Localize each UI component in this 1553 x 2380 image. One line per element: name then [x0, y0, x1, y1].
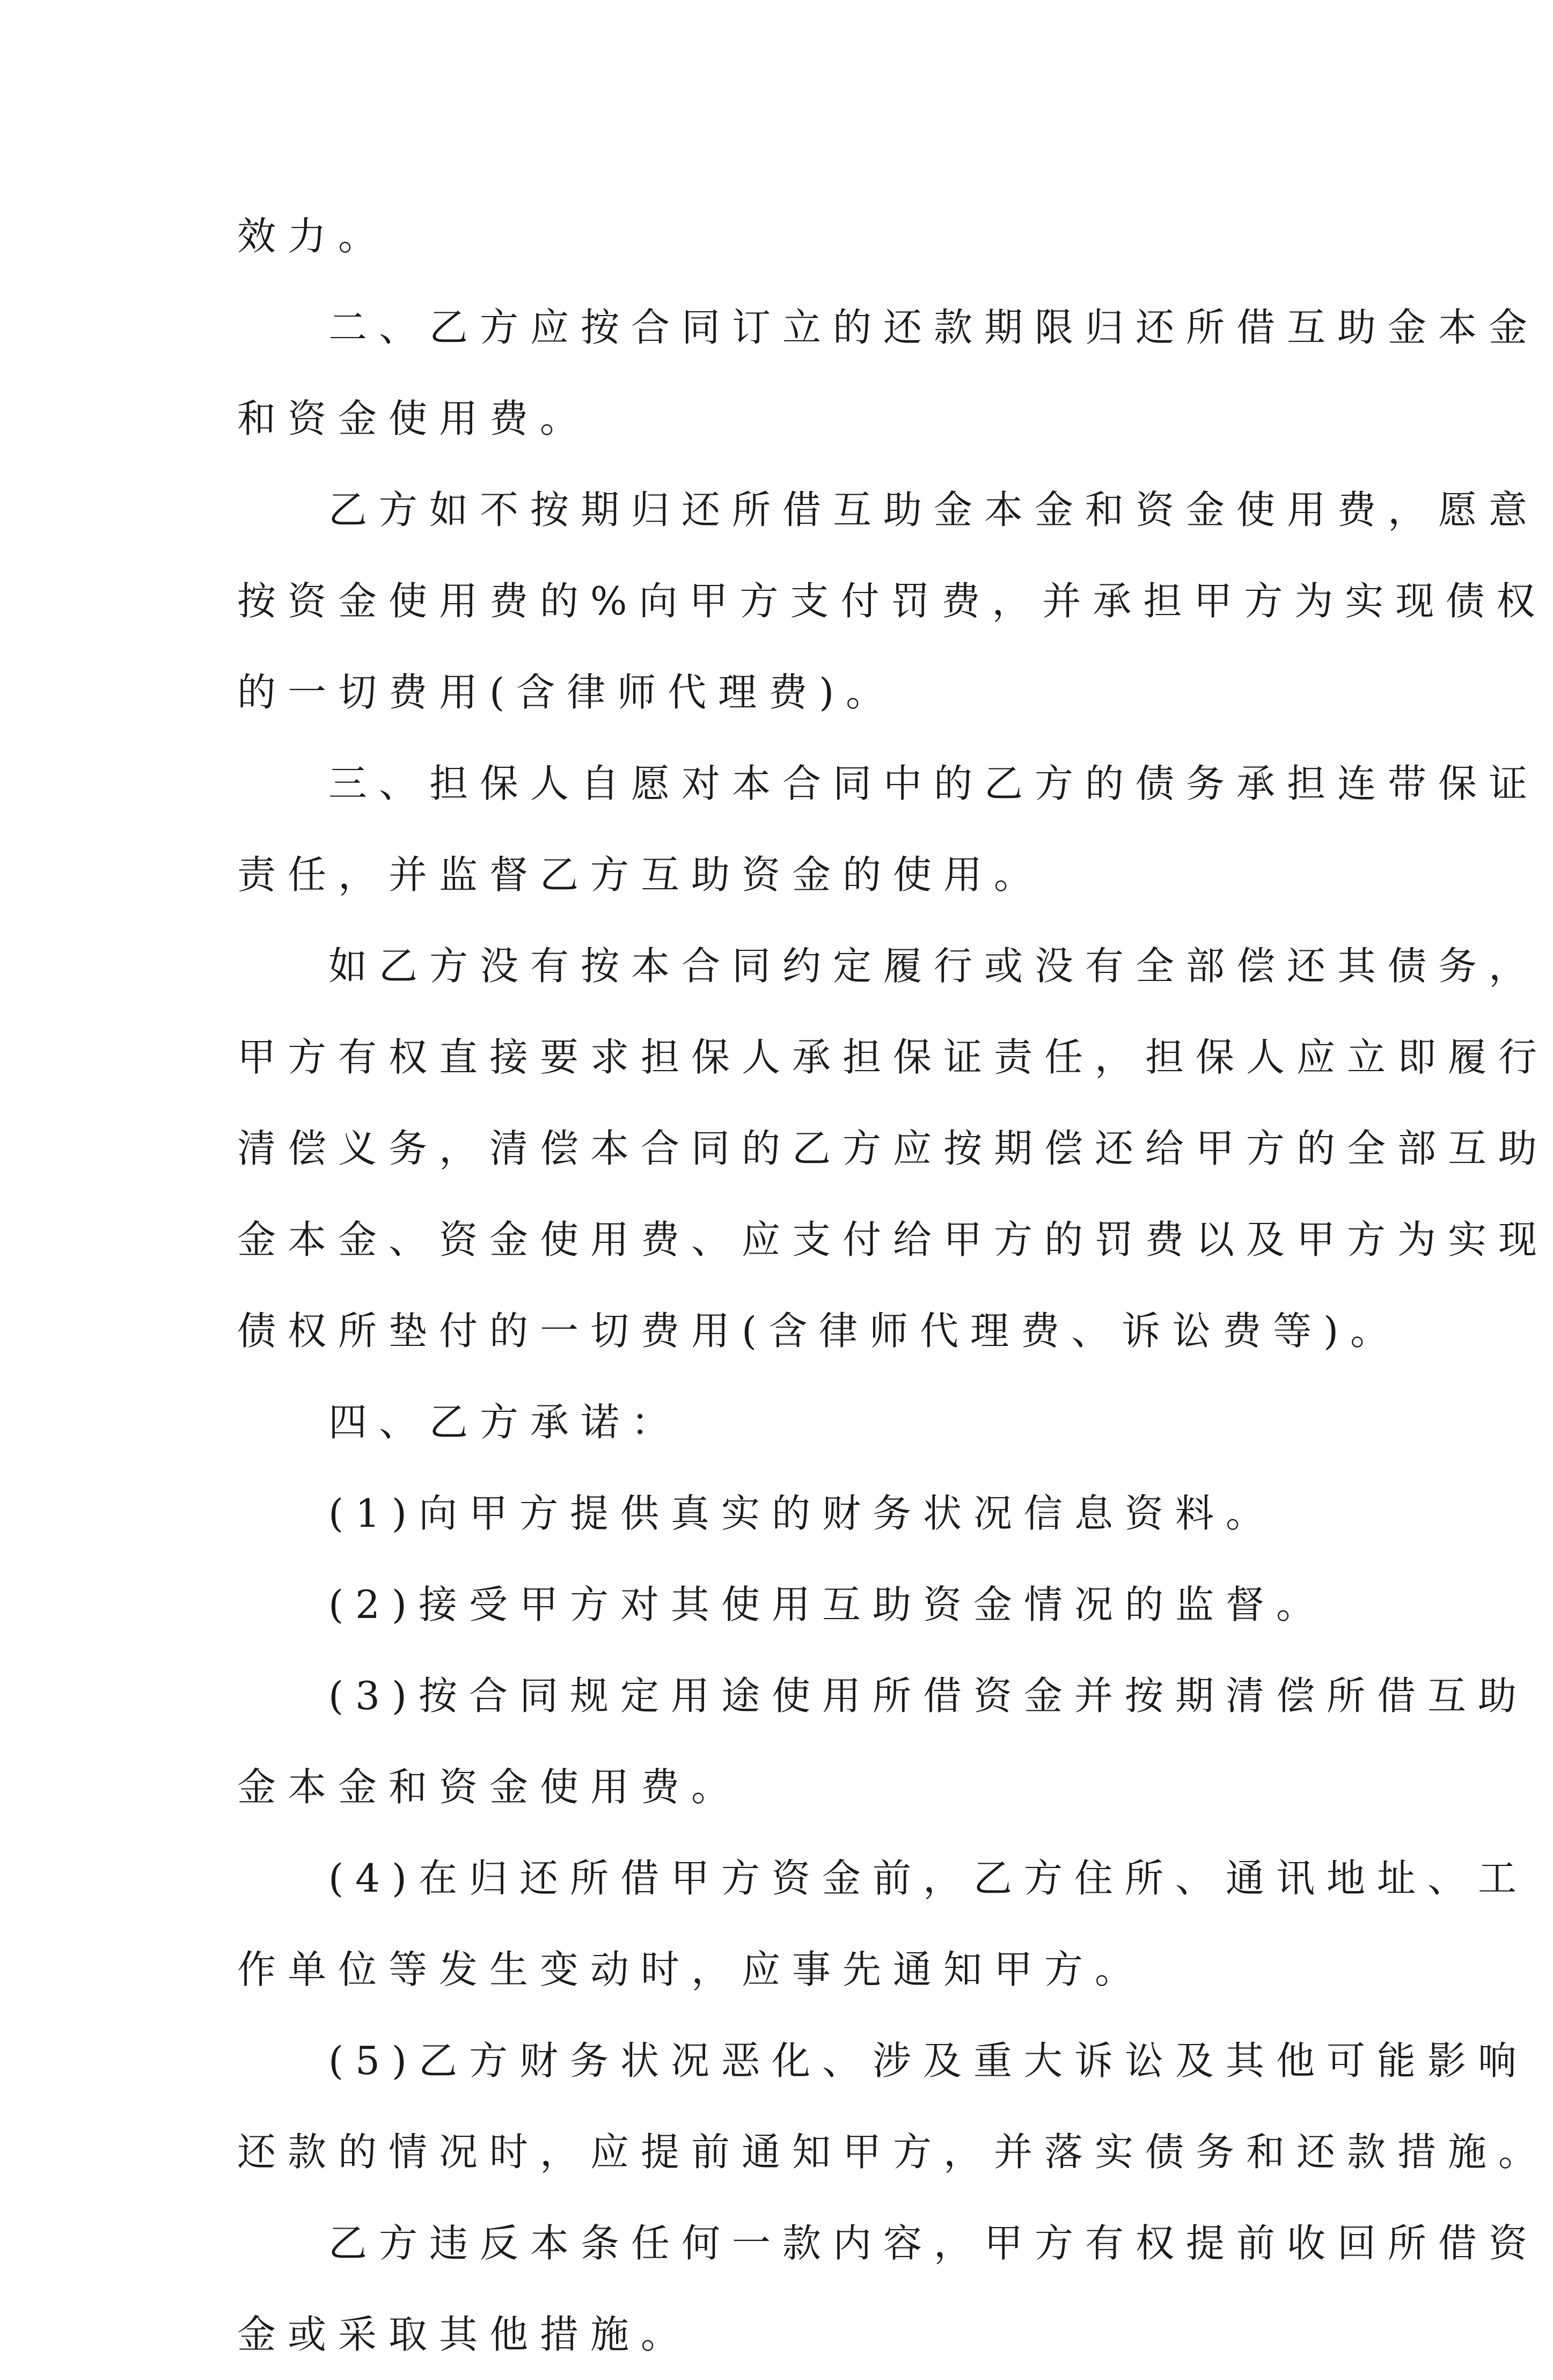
contract-body-text: [237, 191, 1549, 2380]
text-line: 金本金和资金使用费。: [237, 1764, 742, 1810]
text-line: 四、乙方承诺：: [328, 1400, 682, 1445]
text-line: 甲方有权直接要求担保人承担保证责任，担保人应立即履行: [237, 1035, 1549, 1080]
text-line: 效力。: [237, 214, 389, 259]
text-line: 乙方如不按期归还所借互助金本金和资金使用费，愿意: [328, 487, 1540, 532]
text-line: (1)向甲方提供真实的财务状况信息资料。: [328, 1491, 1276, 1536]
text-line: 和资金使用费。: [237, 396, 591, 441]
text-line: (4)在归还所借甲方资金前，乙方住所、通讯地址、工: [328, 1856, 1528, 1901]
text-line: 按资金使用费的%向甲方支付罚费，并承担甲方为实现债权: [237, 578, 1547, 624]
text-line: 责任，并监督乙方互助资金的使用。: [237, 852, 1045, 897]
text-line: 三、担保人自愿对本合同中的乙方的债务承担连带保证: [328, 761, 1540, 806]
text-line: 的一切费用(含律师代理费)。: [237, 670, 897, 715]
text-line: 金本金、资金使用费、应支付给甲方的罚费以及甲方为实现: [237, 1217, 1549, 1262]
text-line: 还款的情况时，应提前通知甲方，并落实债务和还款措施。: [237, 2129, 1549, 2174]
text-line: 二、乙方应按合同订立的还款期限归还所借互助金本金: [328, 305, 1540, 350]
text-line: 乙方违反本条任何一款内容，甲方有权提前收回所借资: [328, 2221, 1540, 2266]
text-line: (5)乙方财务状况恶化、涉及重大诉讼及其他可能影响: [328, 2038, 1528, 2083]
text-line: (2)接受甲方对其使用互助资金情况的监督。: [328, 1582, 1327, 1627]
text-line: 清偿义务，清偿本合同的乙方应按期偿还给甲方的全部互助: [237, 1126, 1549, 1171]
text-line: 债权所垫付的一切费用(含律师代理费、诉讼费等)。: [237, 1308, 1401, 1353]
text-line: (3)按合同规定用途使用所借资金并按期清偿所借互助: [328, 1673, 1528, 1718]
text-line: 金或采取其他措施。: [237, 2312, 692, 2357]
text-line: 作单位等发生变动时，应事先通知甲方。: [237, 1947, 1146, 1992]
text-line: 如乙方没有按本合同约定履行或没有全部偿还其债务，: [328, 943, 1540, 988]
